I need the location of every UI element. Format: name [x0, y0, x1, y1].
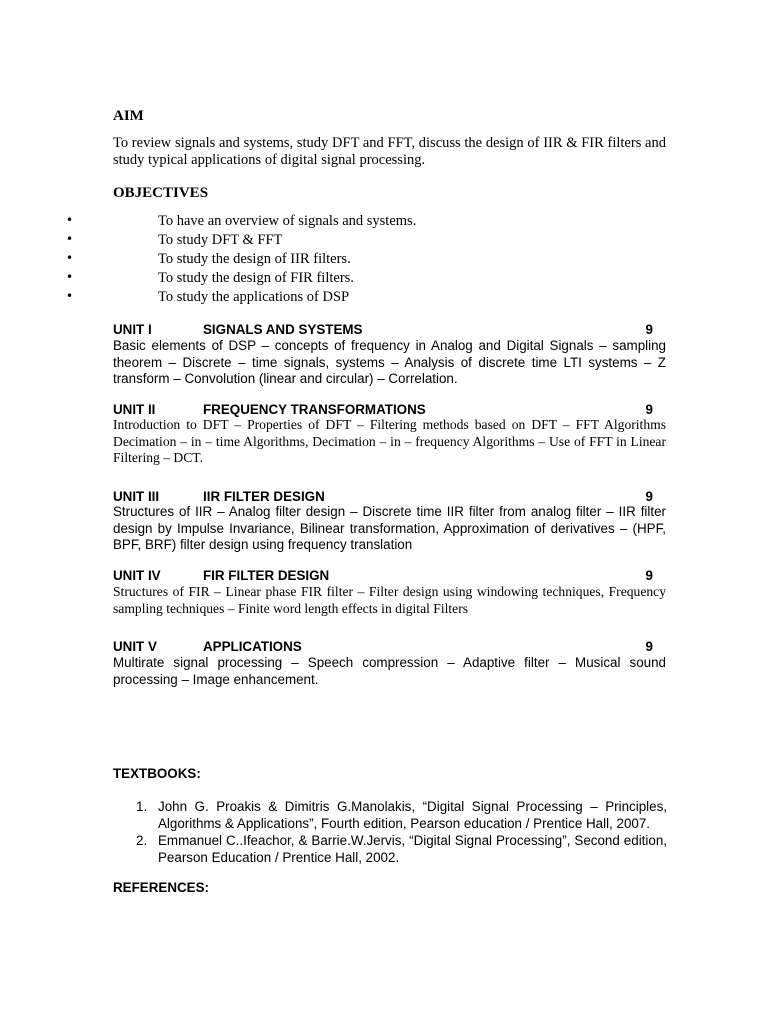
unit-content: Multirate signal processing – Speech compression – Adaptive filter – Musical sound processing – Image enhancement.: [113, 655, 666, 687]
textbook-number: 2.: [136, 833, 148, 848]
textbook-text: Emmanuel C..Ifeachor, & Barrie.W.Jervis, “Digital Signal Processing”, Second edition, Pearson Education / Prentice Hall, 2002.: [158, 833, 667, 865]
unit-number: UNIT V: [113, 639, 157, 654]
aim-text: To review signals and systems, study DFT and FFT, discuss the design of IIR & FIR filters and study typical applications of digital signal processing.: [113, 135, 666, 168]
bullet-icon: •: [66, 289, 74, 303]
unit-heading: [113, 322, 653, 339]
textbook-number: 1.: [136, 799, 148, 814]
aim-heading: AIM: [113, 108, 144, 124]
bullet-icon: •: [66, 270, 74, 284]
unit-content: Introduction to DFT – Properties of DFT – Filtering methods based on DFT – FFT Algorithms Decimation – in – time Algorithms, Decimation – in – frequency Algorithms – Use of FFT in Linear Filtering – DCT.: [113, 417, 666, 465]
unit-hours: 9: [645, 322, 653, 337]
unit-content: Basic elements of DSP – concepts of frequency in Analog and Digital Signals – sampling theorem – Discrete – time signals, systems – Analysis of discrete time LTI systems – Z transform – Convolution (linear and circular) – Correlation.: [113, 338, 666, 386]
unit-title: IIR FILTER DESIGN: [203, 489, 325, 504]
unit-title: FREQUENCY TRANSFORMATIONS: [203, 402, 426, 417]
unit-title: FIR FILTER DESIGN: [203, 568, 330, 583]
textbooks-heading: TEXTBOOKS:: [113, 766, 201, 781]
unit-number: UNIT III: [113, 489, 160, 504]
unit-content: Structures of FIR – Linear phase FIR filter – Filter design using windowing techniques, Frequency sampling techniques – Finite word length effects in digital Filters: [113, 584, 666, 616]
textbook-item: [132, 833, 667, 867]
bullet-icon: •: [66, 251, 74, 265]
unit-hours: 9: [645, 402, 653, 417]
objective-text: To study the design of IIR filters.: [158, 251, 351, 267]
unit-title: APPLICATIONS: [203, 639, 302, 654]
unit-hours: 9: [645, 639, 653, 654]
textbook-text: John G. Proakis & Dimitris G.Manolakis, “Digital Signal Processing – Principles, Algorithms & Applications”, Fourth edition, Pearson education / Prentice Hall, 2007.: [158, 799, 667, 831]
textbook-item: [132, 799, 667, 833]
unit-number: UNIT IV: [113, 568, 161, 583]
bullet-icon: •: [66, 232, 74, 246]
unit-title: SIGNALS AND SYSTEMS: [203, 322, 363, 337]
unit-content: Structures of IIR – Analog filter design – Discrete time IIR filter from analog filter – IIR filter design by Impulse Invariance, Bilinear transformation, Approximation of derivatives – (HPF, BPF, BRF) filter design using frequency translation: [113, 504, 666, 552]
unit-hours: 9: [645, 489, 653, 504]
objective-text: To study DFT & FFT: [158, 232, 283, 248]
objective-text: To study the applications of DSP: [158, 289, 350, 305]
objectives-heading: OBJECTIVES: [113, 185, 209, 201]
unit-hours: 9: [645, 568, 653, 583]
unit-number: UNIT II: [113, 402, 156, 417]
unit-number: UNIT I: [113, 322, 152, 337]
unit-heading: [113, 639, 653, 656]
objective-text: To study the design of FIR filters.: [158, 270, 354, 286]
objective-text: To have an overview of signals and systems.: [158, 213, 417, 229]
unit-heading: [113, 568, 653, 585]
references-heading: REFERENCES:: [113, 880, 209, 895]
bullet-icon: •: [66, 213, 74, 227]
